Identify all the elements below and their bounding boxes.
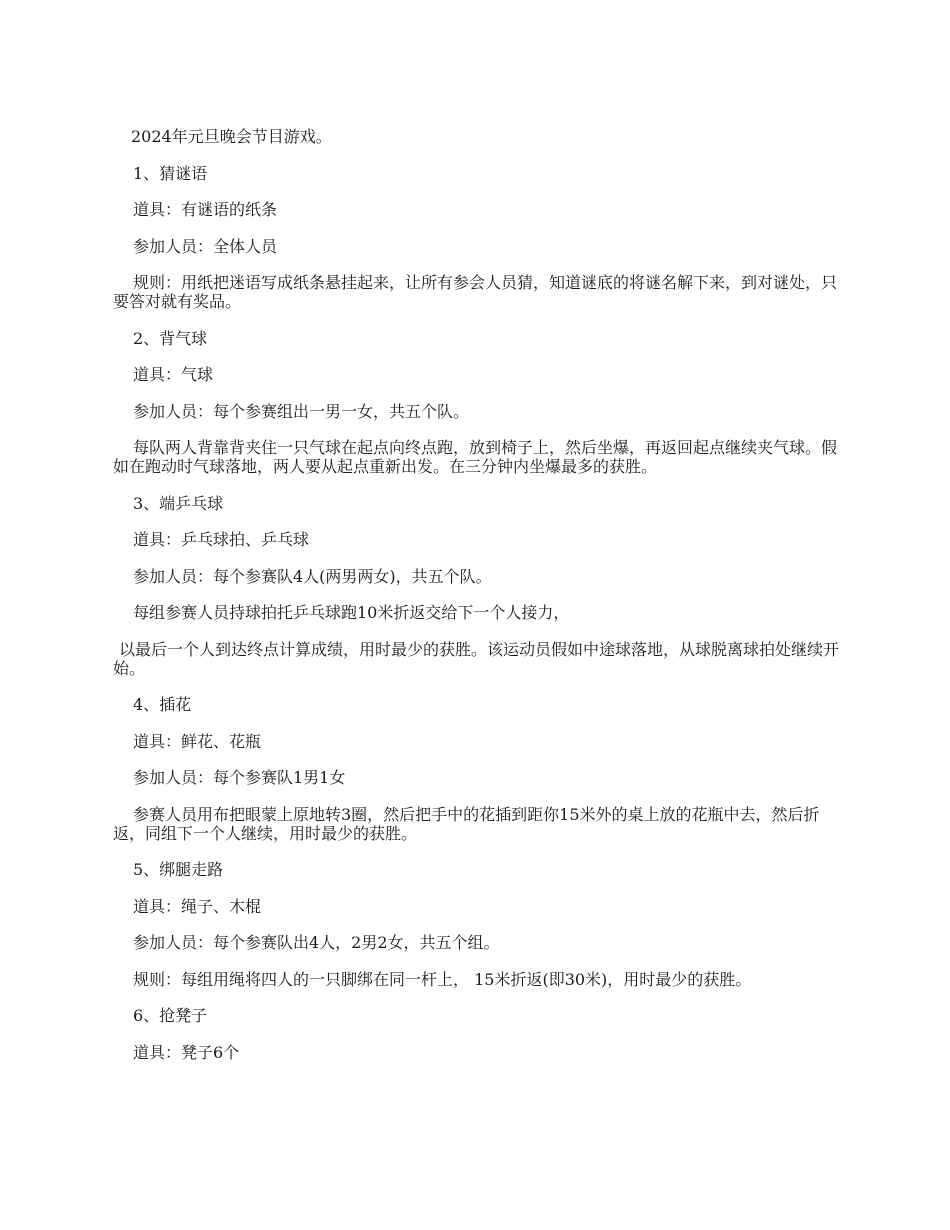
- balloon-rules: 每队两人背靠背夹住一只气球在起点向终点跑，放到椅子上，然后坐爆，再返回起点继续夹气球。假如在跑动时气球落地，两人要从起点重新出发。在三分钟内坐爆最多的获胜。: [113, 438, 838, 476]
- chairs-props: 道具：凳子6个: [133, 1042, 240, 1062]
- flower-props: 道具：鲜花、花瓶: [133, 731, 262, 751]
- heading-flower: 4、插花: [133, 695, 192, 714]
- pingpong-rules-1: 每组参赛人员持球拍托乒乓球跑10米折返交给下一个人接力，: [133, 603, 570, 622]
- balloon-props: 道具：气球: [133, 365, 214, 384]
- pingpong-rules-2: 以最后一个人到达终点计算成绩，用时最少的获胜。该运动员假如中途球落地，从球脱离球拍处继续开始。: [113, 639, 840, 678]
- document-body: [113, 127, 841, 1079]
- heading-legs: 5、绑腿走路: [133, 860, 224, 879]
- riddle-props: 道具：有谜语的纸条: [133, 200, 278, 219]
- pingpong-participants: 参加人员：每个参赛队4人(两男两女)，共五个队。: [133, 566, 492, 586]
- flower-participants: 参加人员：每个参赛队1男1女: [133, 768, 346, 787]
- flower-rules: 参赛人员用布把眼蒙上原地转3圈，然后把手中的花插到距你15米外的桌上放的花瓶中去，然后折返，同组下一个人继续，用时最少的获胜。: [113, 804, 820, 843]
- legs-participants: 参加人员：每个参赛队出4人，2男2女，共五个组。: [133, 933, 500, 952]
- legs-rules: 规则：每组用绳将四人的一只脚绑在同一杆上， 15米折返(即30米)，用时最少的获胜。: [133, 969, 752, 989]
- legs-props: 道具：绳子、木棍: [133, 896, 262, 916]
- riddle-rules: 规则：用纸把迷语写成纸条悬挂起来，让所有参会人员猜，知道谜底的将谜名解下来，到对谜处，只要答对就有奖品。: [113, 273, 838, 311]
- heading-balloon: 2、背气球: [133, 328, 208, 348]
- pingpong-props: 道具：乒乓球拍、乒乓球: [133, 530, 310, 549]
- heading-riddle: 1、猜谜语: [133, 163, 208, 183]
- heading-chairs: 6、抢凳子: [133, 1006, 208, 1025]
- heading-pingpong: 3、端乒乓球: [133, 493, 224, 513]
- document-title: 2024年元旦晚会节目游戏。: [131, 127, 332, 146]
- balloon-participants: 参加人员：每个参赛组出一男一女，共五个队。: [133, 401, 470, 421]
- riddle-participants: 参加人员：全体人员: [133, 236, 278, 256]
